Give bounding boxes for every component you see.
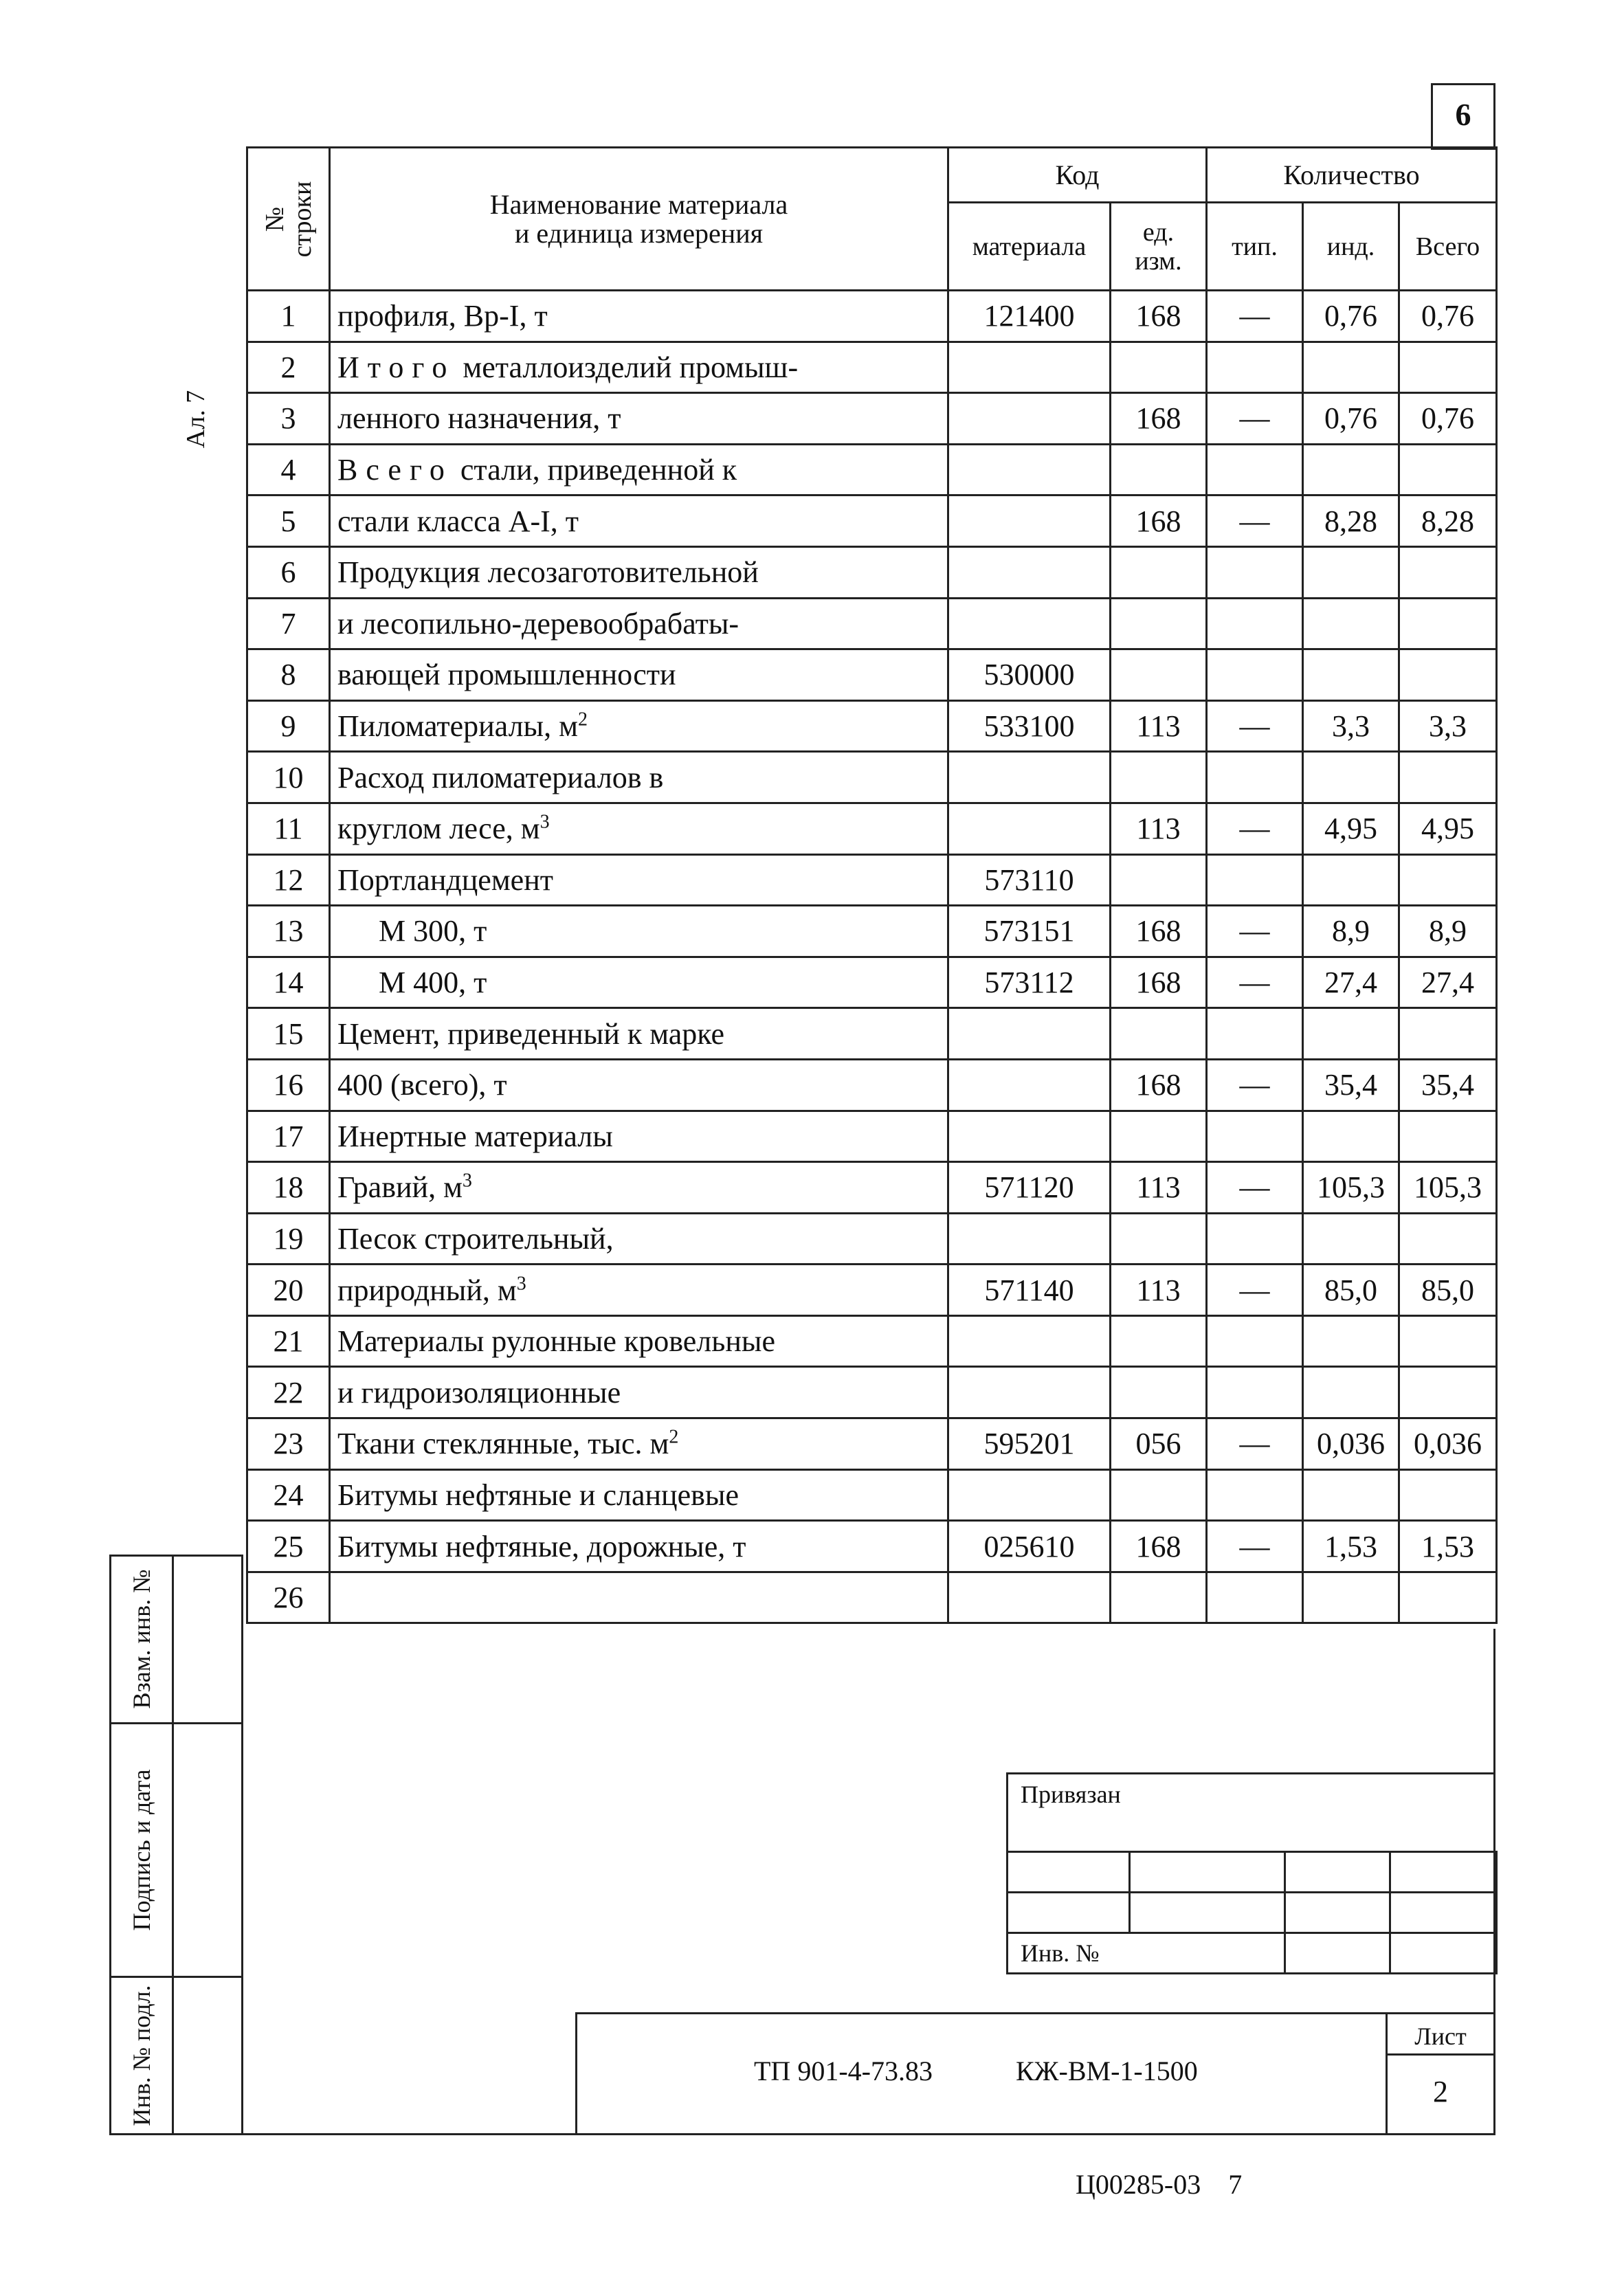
row-ind — [1303, 649, 1399, 701]
row-typ: — — [1207, 1265, 1303, 1316]
header-code-material: материала — [948, 203, 1111, 291]
row-typ — [1207, 1367, 1303, 1418]
side-stamp-vzam: Взам. инв. № — [128, 1569, 155, 1709]
row-name-text: вающей промышленности — [337, 658, 676, 692]
table-row — [247, 1315, 1497, 1367]
row-code — [948, 1315, 1111, 1367]
row-code: 571140 — [948, 1265, 1111, 1316]
row-typ: — — [1207, 1418, 1303, 1470]
side-stamp-podpis-col2 — [172, 1722, 243, 1978]
row-unit: 113 — [1111, 700, 1207, 752]
header-code: Код — [948, 148, 1207, 203]
row-total: 8,28 — [1399, 495, 1497, 547]
row-name — [330, 598, 948, 649]
row-unit: 168 — [1111, 957, 1207, 1008]
row-total: 3,3 — [1399, 700, 1497, 752]
row-name — [330, 393, 948, 445]
row-name — [330, 546, 948, 598]
row-ind — [1303, 1469, 1399, 1521]
row-typ — [1207, 1315, 1303, 1367]
row-code — [948, 1367, 1111, 1418]
row-name — [330, 1059, 948, 1111]
table-row — [247, 1418, 1497, 1470]
row-typ — [1207, 342, 1303, 393]
row-unit — [1111, 342, 1207, 393]
row-name-text: стали, приведенной к — [452, 453, 737, 487]
materials-table-body — [247, 291, 1497, 1623]
row-unit: 113 — [1111, 1265, 1207, 1316]
table-row — [247, 1008, 1497, 1060]
row-ind: 4,95 — [1303, 803, 1399, 854]
row-code — [948, 1008, 1111, 1060]
row-code: 571120 — [948, 1162, 1111, 1214]
row-ind — [1303, 546, 1399, 598]
row-typ — [1207, 546, 1303, 598]
row-name — [330, 854, 948, 906]
row-code — [948, 393, 1111, 445]
row-unit: 056 — [1111, 1418, 1207, 1470]
row-code: 573151 — [948, 906, 1111, 957]
table-row — [247, 495, 1497, 547]
row-code — [948, 546, 1111, 598]
table-row — [247, 598, 1497, 649]
row-ind — [1303, 1315, 1399, 1367]
header-name-line1: Наименование материала — [489, 188, 788, 220]
tb-cell — [1390, 1893, 1497, 1933]
table-row — [247, 1111, 1497, 1162]
row-ind: 3,3 — [1303, 700, 1399, 752]
row-code — [948, 342, 1111, 393]
side-stamp-inv-col2 — [172, 1976, 243, 2135]
row-name-text: Портландцемент — [337, 862, 553, 897]
row-name — [330, 752, 948, 803]
row-name-text: круглом лесе, м — [337, 812, 540, 846]
row-name-emphasis: Итого — [337, 350, 456, 384]
doc-mark: КЖ-ВМ-1-1500 — [1016, 2056, 1198, 2086]
header-name-line2: и единица измерения — [514, 217, 764, 249]
row-total — [1399, 1008, 1497, 1060]
side-mark: Ал. 7 — [181, 390, 210, 449]
row-name-unit-power: 3 — [540, 811, 550, 833]
row-total — [1399, 1315, 1497, 1367]
row-name-text: Ткани стеклянные, тыс. м — [337, 1427, 669, 1461]
row-typ — [1207, 1213, 1303, 1265]
side-stamp-podpis: Подпись и дата — [128, 1769, 155, 1931]
row-unit — [1111, 752, 1207, 803]
row-name-text: Битумы нефтяные и сланцевые — [337, 1478, 739, 1512]
row-name — [330, 1162, 948, 1214]
row-ind: 0,036 — [1303, 1418, 1399, 1470]
table-row — [247, 1572, 1497, 1623]
row-ind — [1303, 1008, 1399, 1060]
row-unit — [1111, 1008, 1207, 1060]
table-row — [247, 700, 1497, 752]
row-typ — [1207, 752, 1303, 803]
row-unit: 168 — [1111, 393, 1207, 445]
tb-cell — [1008, 1852, 1130, 1893]
row-typ: — — [1207, 700, 1303, 752]
tb-cell — [1390, 1933, 1497, 1974]
row-name-text: Гравий, м — [337, 1170, 463, 1205]
row-name-text: профиля, Вр-I, т — [337, 299, 548, 333]
row-unit — [1111, 444, 1207, 495]
table-row — [247, 957, 1497, 1008]
row-code — [948, 495, 1111, 547]
row-number: 7 — [247, 598, 330, 649]
row-total — [1399, 752, 1497, 803]
row-code — [948, 803, 1111, 854]
row-total: 4,95 — [1399, 803, 1497, 854]
row-name-text: и гидроизоляционные — [337, 1375, 621, 1410]
row-name-emphasis: Всего — [337, 453, 453, 487]
header-qty-total: Всего — [1399, 203, 1497, 291]
row-typ: — — [1207, 1059, 1303, 1111]
row-typ: — — [1207, 495, 1303, 547]
row-name-text: и лесопильно-деревообрабаты- — [337, 606, 739, 641]
row-total — [1399, 546, 1497, 598]
row-number: 20 — [247, 1265, 330, 1316]
row-name-text: М 400, т — [379, 966, 487, 1000]
row-name-unit-power: 3 — [462, 1170, 472, 1192]
row-number: 25 — [247, 1521, 330, 1572]
table-row — [247, 1059, 1497, 1111]
row-total: 35,4 — [1399, 1059, 1497, 1111]
row-unit: 168 — [1111, 1059, 1207, 1111]
row-number: 9 — [247, 700, 330, 752]
row-typ — [1207, 1572, 1303, 1623]
row-total — [1399, 649, 1497, 701]
row-code: 025610 — [948, 1521, 1111, 1572]
doc-code: ТП 901-4-73.83 — [754, 2056, 933, 2086]
row-typ: — — [1207, 1162, 1303, 1214]
row-total: 0,036 — [1399, 1418, 1497, 1470]
row-name — [330, 1213, 948, 1265]
footer-code: Ц00285-03 7 — [1076, 2169, 1243, 2200]
row-number: 23 — [247, 1418, 330, 1470]
row-name-text: ленного назначения, т — [337, 401, 621, 436]
header-code-unit: ед. изм. — [1111, 203, 1207, 291]
row-typ — [1207, 444, 1303, 495]
row-code — [948, 752, 1111, 803]
table-row — [247, 1469, 1497, 1521]
row-ind: 1,53 — [1303, 1521, 1399, 1572]
row-typ — [1207, 854, 1303, 906]
row-total — [1399, 342, 1497, 393]
table-row — [247, 291, 1497, 342]
tb-cell — [1130, 1852, 1285, 1893]
tb-cell — [1285, 1933, 1390, 1974]
row-code — [948, 444, 1111, 495]
table-row — [247, 546, 1497, 598]
table-row — [247, 393, 1497, 445]
row-name-unit-power: 2 — [577, 709, 588, 731]
materials-table — [246, 146, 1498, 1624]
table-row — [247, 803, 1497, 854]
row-name — [330, 906, 948, 957]
row-number: 21 — [247, 1315, 330, 1367]
row-ind: 8,9 — [1303, 906, 1399, 957]
row-name — [330, 1367, 948, 1418]
row-number: 4 — [247, 444, 330, 495]
row-ind — [1303, 1111, 1399, 1162]
row-name-text: металлоизделий промыш- — [455, 350, 799, 384]
row-number: 12 — [247, 854, 330, 906]
table-row — [247, 1213, 1497, 1265]
row-code — [948, 1469, 1111, 1521]
row-total — [1399, 444, 1497, 495]
row-typ — [1207, 1111, 1303, 1162]
row-typ: — — [1207, 957, 1303, 1008]
row-name — [330, 957, 948, 1008]
row-typ: — — [1207, 1521, 1303, 1572]
row-total: 0,76 — [1399, 291, 1497, 342]
header-qty-ind: инд. — [1303, 203, 1399, 291]
row-name-unit-power: 2 — [669, 1426, 679, 1448]
row-unit — [1111, 1315, 1207, 1367]
row-total: 27,4 — [1399, 957, 1497, 1008]
row-number: 19 — [247, 1213, 330, 1265]
table-row — [247, 906, 1497, 957]
row-code: 533100 — [948, 700, 1111, 752]
row-code: 530000 — [948, 649, 1111, 701]
row-unit — [1111, 1367, 1207, 1418]
row-name — [330, 342, 948, 393]
tb-cell — [1285, 1852, 1390, 1893]
row-number: 24 — [247, 1469, 330, 1521]
row-total: 8,9 — [1399, 906, 1497, 957]
row-ind: 27,4 — [1303, 957, 1399, 1008]
row-code — [948, 1111, 1111, 1162]
row-ind: 8,28 — [1303, 495, 1399, 547]
row-unit — [1111, 1213, 1207, 1265]
row-code — [948, 1572, 1111, 1623]
side-stamp-vzam-col2 — [172, 1555, 243, 1724]
row-number: 10 — [247, 752, 330, 803]
table-row — [247, 752, 1497, 803]
row-total: 85,0 — [1399, 1265, 1497, 1316]
row-name — [330, 495, 948, 547]
row-number: 1 — [247, 291, 330, 342]
privyazan-label: Привязан — [1021, 1781, 1121, 1808]
row-code — [948, 1213, 1111, 1265]
row-number: 13 — [247, 906, 330, 957]
table-row — [247, 649, 1497, 701]
row-number: 16 — [247, 1059, 330, 1111]
table-row — [247, 1521, 1497, 1572]
row-name-text: Продукция лесозаготовительной — [337, 555, 759, 590]
row-total: 0,76 — [1399, 393, 1497, 445]
table-row — [247, 1367, 1497, 1418]
row-name — [330, 1111, 948, 1162]
row-name — [330, 1469, 948, 1521]
row-ind — [1303, 752, 1399, 803]
row-number: 11 — [247, 803, 330, 854]
row-number: 15 — [247, 1008, 330, 1060]
row-ind — [1303, 444, 1399, 495]
inv-no-label: Инв. № — [1021, 1939, 1100, 1967]
row-typ — [1207, 1008, 1303, 1060]
row-number: 26 — [247, 1572, 330, 1623]
header-quantity: Количество — [1207, 148, 1497, 203]
row-unit: 113 — [1111, 1162, 1207, 1214]
row-unit — [1111, 1572, 1207, 1623]
row-name-text: 400 (всего), т — [337, 1068, 507, 1102]
row-total: 105,3 — [1399, 1162, 1497, 1214]
sheet-number: 2 — [1433, 2075, 1448, 2108]
row-total — [1399, 1469, 1497, 1521]
row-unit — [1111, 546, 1207, 598]
table-row — [247, 1265, 1497, 1316]
row-ind: 0,76 — [1303, 393, 1399, 445]
table-row — [247, 854, 1497, 906]
row-code: 573112 — [948, 957, 1111, 1008]
row-unit: 168 — [1111, 291, 1207, 342]
row-number: 14 — [247, 957, 330, 1008]
row-typ — [1207, 1469, 1303, 1521]
row-total — [1399, 1572, 1497, 1623]
row-name-text: М 300, т — [379, 914, 487, 948]
row-ind — [1303, 1367, 1399, 1418]
row-name — [330, 291, 948, 342]
row-ind — [1303, 1572, 1399, 1623]
row-total: 1,53 — [1399, 1521, 1497, 1572]
row-ind — [1303, 1213, 1399, 1265]
row-name-text: Битумы нефтяные, дорожные, т — [337, 1529, 746, 1563]
tb-cell — [1285, 1893, 1390, 1933]
table-row — [247, 1162, 1497, 1214]
row-ind — [1303, 598, 1399, 649]
header-row-number — [247, 148, 330, 291]
side-stamp-inv-podl: Инв. № подл. — [128, 1985, 155, 2126]
row-total — [1399, 1213, 1497, 1265]
row-unit — [1111, 598, 1207, 649]
row-name-text: Материалы рулонные кровельные — [337, 1324, 775, 1359]
title-block-grid — [1006, 1851, 1498, 1974]
row-ind: 85,0 — [1303, 1265, 1399, 1316]
sheet-label: Лист — [1414, 2023, 1467, 2050]
row-unit: 168 — [1111, 1521, 1207, 1572]
row-name-text: Расход пиломатериалов в — [337, 760, 664, 794]
row-ind — [1303, 342, 1399, 393]
row-code: 595201 — [948, 1418, 1111, 1470]
row-unit: 168 — [1111, 495, 1207, 547]
row-unit — [1111, 1111, 1207, 1162]
row-name — [330, 1521, 948, 1572]
row-typ: — — [1207, 291, 1303, 342]
row-name — [330, 1572, 948, 1623]
row-name-text: Инертные материалы — [337, 1119, 613, 1153]
tb-cell — [1390, 1852, 1497, 1893]
tb-cell — [1130, 1893, 1285, 1933]
row-name — [330, 1008, 948, 1060]
row-number: 22 — [247, 1367, 330, 1418]
row-name-text: стали класса А-I, т — [337, 504, 579, 538]
row-unit: 113 — [1111, 803, 1207, 854]
row-name — [330, 649, 948, 701]
row-typ: — — [1207, 803, 1303, 854]
row-code: 121400 — [948, 291, 1111, 342]
row-unit: 168 — [1111, 906, 1207, 957]
inv-no-cell — [1008, 1933, 1285, 1974]
row-ind: 105,3 — [1303, 1162, 1399, 1214]
row-name — [330, 444, 948, 495]
page-number: 6 — [1455, 97, 1471, 132]
row-number: 5 — [247, 495, 330, 547]
tb-cell — [1008, 1893, 1130, 1933]
row-number: 6 — [247, 546, 330, 598]
row-ind — [1303, 854, 1399, 906]
row-number: 18 — [247, 1162, 330, 1214]
row-unit — [1111, 854, 1207, 906]
row-number: 17 — [247, 1111, 330, 1162]
row-name-text: Цемент, приведенный к марке — [337, 1016, 725, 1051]
row-ind: 0,76 — [1303, 291, 1399, 342]
header-name — [330, 148, 948, 291]
row-name-text: Песок строительный, — [337, 1221, 614, 1256]
row-name — [330, 700, 948, 752]
row-total — [1399, 1111, 1497, 1162]
row-name — [330, 1265, 948, 1316]
row-unit — [1111, 1469, 1207, 1521]
table-row — [247, 342, 1497, 393]
frame-left-line — [241, 1629, 243, 2135]
row-name-unit-power: 3 — [516, 1272, 526, 1294]
row-total — [1399, 1367, 1497, 1418]
row-name — [330, 1418, 948, 1470]
row-typ: — — [1207, 393, 1303, 445]
row-code — [948, 598, 1111, 649]
row-name-text: Пиломатериалы, м — [337, 709, 578, 744]
header-qty-typ: тип. — [1207, 203, 1303, 291]
table-row — [247, 444, 1497, 495]
row-name-text: природный, м — [337, 1273, 517, 1307]
row-code: 573110 — [948, 854, 1111, 906]
row-typ: — — [1207, 906, 1303, 957]
row-name — [330, 1315, 948, 1367]
row-name — [330, 803, 948, 854]
row-total — [1399, 598, 1497, 649]
row-typ — [1207, 649, 1303, 701]
row-unit — [1111, 649, 1207, 701]
row-code — [948, 1059, 1111, 1111]
row-number: 8 — [247, 649, 330, 701]
row-typ — [1207, 598, 1303, 649]
row-ind: 35,4 — [1303, 1059, 1399, 1111]
row-number: 2 — [247, 342, 330, 393]
header-row-number-text: № строки — [260, 181, 317, 257]
row-number: 3 — [247, 393, 330, 445]
row-total — [1399, 854, 1497, 906]
